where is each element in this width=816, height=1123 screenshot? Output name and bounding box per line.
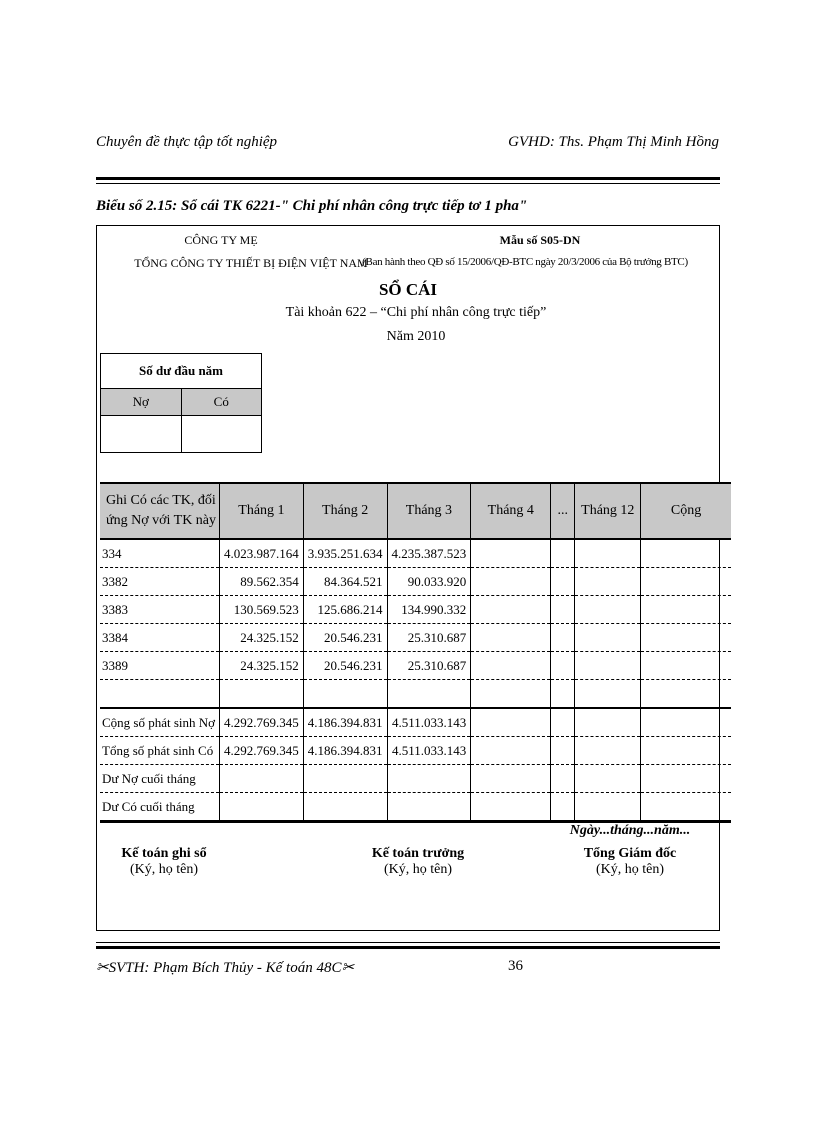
total-row xyxy=(100,737,731,765)
table-row-blank xyxy=(100,680,731,709)
ledger-title: SỔ CÁI xyxy=(378,280,438,299)
month-3-value xyxy=(387,765,471,793)
month-2-value xyxy=(303,765,387,793)
col-header-month-1: Tháng 1 xyxy=(220,483,304,539)
parent-company-name: TỔNG CÔNG TY THIẾT BỊ ĐIỆN VIỆT NAM xyxy=(134,256,368,270)
total-row xyxy=(100,708,731,737)
month-2-value: 84.364.521 xyxy=(303,568,387,596)
bookkeeper-title: Kế toán ghi sổ xyxy=(121,846,207,861)
month-1-value: 130.569.523 xyxy=(220,596,304,624)
month-3-value: 25.310.687 xyxy=(387,652,471,680)
company-name: CÔNG TY MẸ xyxy=(184,233,258,247)
total-label: Tổng số phát sinh Có xyxy=(100,737,220,765)
form-number: Mẫu số S05-DN xyxy=(499,233,581,247)
month-1-value: 89.562.354 xyxy=(220,568,304,596)
total-label: Dư Có cuối tháng xyxy=(100,793,220,822)
total-row xyxy=(100,793,731,822)
table-row xyxy=(100,539,731,568)
total-label: Dư Nợ cuối tháng xyxy=(100,765,220,793)
month-3-value: 4.511.033.143 xyxy=(387,708,471,737)
month-3-value: 134.990.332 xyxy=(387,596,471,624)
ledger-header-row xyxy=(100,483,731,539)
table-row xyxy=(100,624,731,652)
month-2-value: 3.935.251.634 xyxy=(303,539,387,568)
col-header-account: Ghi Có các TK, đối ứng Nợ với TK này xyxy=(100,483,220,539)
opening-balance-title: Số dư đầu năm xyxy=(101,354,262,389)
month-1-value: 4.292.769.345 xyxy=(220,708,304,737)
month-1-value: 24.325.152 xyxy=(220,652,304,680)
opening-balance-table xyxy=(100,353,262,453)
table-row xyxy=(100,596,731,624)
header-rule-thick xyxy=(96,177,720,180)
month-1-value: 24.325.152 xyxy=(220,624,304,652)
chief-accountant-sign-note: (Ký, họ tên) xyxy=(383,862,453,877)
month-2-value: 125.686.214 xyxy=(303,596,387,624)
table-row xyxy=(100,652,731,680)
month-2-value: 4.186.394.831 xyxy=(303,737,387,765)
ledger-table xyxy=(100,482,731,823)
account-code: 3384 xyxy=(100,624,220,652)
month-1-value: 4.292.769.345 xyxy=(220,737,304,765)
signature-bookkeeper xyxy=(104,846,224,878)
ledger-year: Năm 2010 xyxy=(386,329,446,344)
table-row xyxy=(100,568,731,596)
col-header-month-2: Tháng 2 xyxy=(303,483,387,539)
page-number: 36 xyxy=(508,958,523,974)
month-2-value: 20.546.231 xyxy=(303,624,387,652)
col-header-month-3: Tháng 3 xyxy=(387,483,471,539)
total-label: Cộng số phát sinh Nợ xyxy=(100,708,220,737)
total-row xyxy=(100,765,731,793)
col-header-total: Cộng xyxy=(641,483,731,539)
month-1-value xyxy=(220,765,304,793)
month-3-value xyxy=(387,793,471,822)
page-header-right: GVHD: Ths. Phạm Thị Minh Hồng xyxy=(508,134,719,150)
figure-caption: Biểu số 2.15: Sổ cái TK 6221-" Chi phí nhân công trực tiếp tơ 1 pha" xyxy=(96,198,528,214)
footer-author: ✂SVTH: Phạm Bích Thủy - Kế toán 48C✂ xyxy=(96,960,355,976)
account-code: 3383 xyxy=(100,596,220,624)
month-3-value: 4.511.033.143 xyxy=(387,737,471,765)
account-code: 3382 xyxy=(100,568,220,596)
month-2-value xyxy=(303,793,387,822)
signature-director xyxy=(565,846,695,878)
month-3-value: 90.033.920 xyxy=(387,568,471,596)
month-2-value: 4.186.394.831 xyxy=(303,708,387,737)
col-header-month-4: Tháng 4 xyxy=(471,483,551,539)
form-basis: (Ban hành theo QĐ số 15/2006/QĐ-BTC ngày 20/3/2006 của Bộ trưởng BTC) xyxy=(362,256,688,268)
col-header-month-12: Tháng 12 xyxy=(575,483,641,539)
opening-credit-header: Có xyxy=(181,389,262,416)
month-3-value: 25.310.687 xyxy=(387,624,471,652)
chief-accountant-title: Kế toán trưởng xyxy=(371,846,465,861)
director-title: Tổng Giám đốc xyxy=(583,846,677,861)
signature-date: Ngày...tháng...năm... xyxy=(569,823,691,838)
account-code: 3389 xyxy=(100,652,220,680)
signature-chief-accountant xyxy=(358,846,478,878)
month-2-value: 20.546.231 xyxy=(303,652,387,680)
account-name: Tài khoản 622 – “Chi phí nhân công trực tiếp” xyxy=(285,305,547,320)
footer-rule-thin xyxy=(96,942,720,943)
opening-debit-header: Nợ xyxy=(101,389,182,416)
bookkeeper-sign-note: (Ký, họ tên) xyxy=(129,862,199,877)
month-1-value xyxy=(220,793,304,822)
month-3-value: 4.235.387.523 xyxy=(387,539,471,568)
month-1-value: 4.023.987.164 xyxy=(220,539,304,568)
account-code: 334 xyxy=(100,539,220,568)
page-header-left: Chuyên đề thực tập tốt nghiệp xyxy=(96,134,278,150)
header-rule-thin xyxy=(96,183,720,184)
opening-debit-value xyxy=(101,416,182,453)
col-header-ellipsis: ... xyxy=(551,483,575,539)
director-sign-note: (Ký, họ tên) xyxy=(595,862,665,877)
footer-rule-thick xyxy=(96,946,720,949)
opening-credit-value xyxy=(181,416,262,453)
